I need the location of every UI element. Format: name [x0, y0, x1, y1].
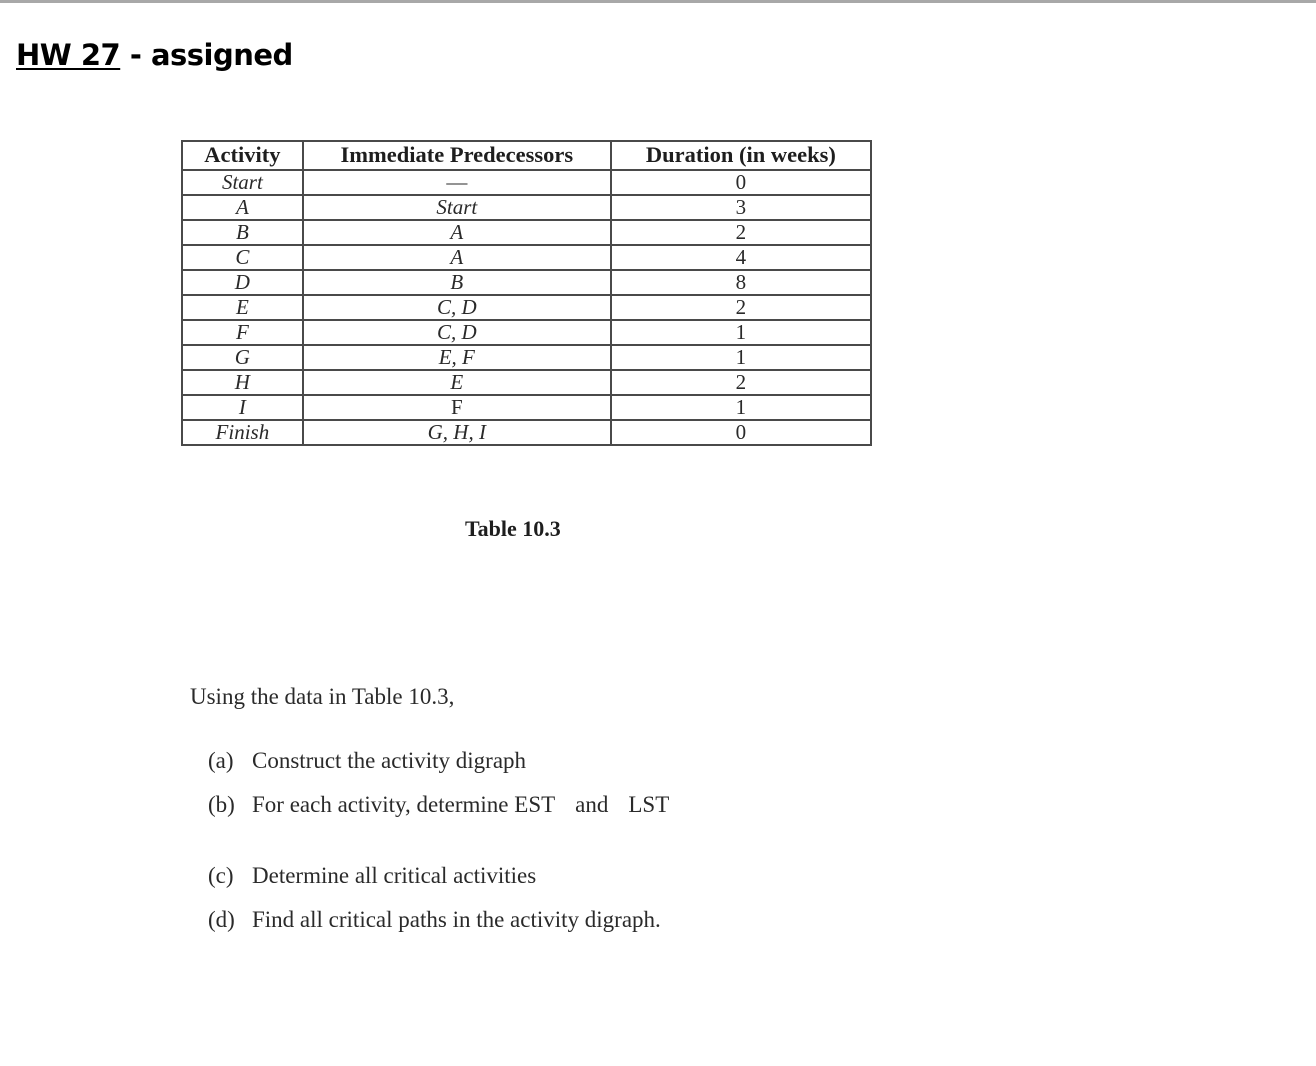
- cell-duration: 0: [611, 170, 871, 195]
- cell-predecessors: G, H, I: [303, 420, 611, 445]
- cell-activity: A: [182, 195, 303, 220]
- question-label: (a): [208, 748, 234, 773]
- table-row: [182, 420, 871, 445]
- cell-predecessors: E: [303, 370, 611, 395]
- question-label: (b): [208, 792, 235, 817]
- hw-status: - assigned: [120, 38, 293, 72]
- cell-predecessors: E, F: [303, 345, 611, 370]
- cell-activity: E: [182, 295, 303, 320]
- cell-predecessors: A: [303, 245, 611, 270]
- page-title: [16, 38, 293, 72]
- question-text: For each activity, determine EST: [252, 792, 556, 817]
- cell-activity: Start: [182, 170, 303, 195]
- cell-predecessors: F: [303, 395, 611, 420]
- cell-duration: 1: [611, 320, 871, 345]
- cell-duration: 3: [611, 195, 871, 220]
- cell-activity: H: [182, 370, 303, 395]
- question-lst: LST: [628, 792, 670, 817]
- cell-duration: 2: [611, 295, 871, 320]
- cell-duration: 2: [611, 370, 871, 395]
- cell-duration: 2: [611, 220, 871, 245]
- table-row: [182, 370, 871, 395]
- question-label: (c): [208, 863, 234, 888]
- cell-duration: 8: [611, 270, 871, 295]
- table-row: [182, 395, 871, 420]
- activity-table: [181, 140, 872, 446]
- question-text: Construct the activity digraph: [252, 748, 527, 773]
- header-predecessors: Immediate Predecessors: [303, 141, 611, 170]
- cell-predecessors: A: [303, 220, 611, 245]
- question-b: [208, 792, 669, 818]
- cell-predecessors: —: [303, 170, 611, 195]
- cell-activity: F: [182, 320, 303, 345]
- table-row: [182, 170, 871, 195]
- question-text: Determine all critical activities: [252, 863, 537, 888]
- header-duration: Duration (in weeks): [611, 141, 871, 170]
- question-d: [208, 907, 661, 933]
- header-activity: Activity: [182, 141, 303, 170]
- question-c: [208, 863, 536, 889]
- table-header-row: [182, 141, 871, 170]
- cell-activity: D: [182, 270, 303, 295]
- cell-predecessors: Start: [303, 195, 611, 220]
- table-row: [182, 245, 871, 270]
- question-label: (d): [208, 907, 235, 932]
- cell-duration: 0: [611, 420, 871, 445]
- cell-activity: G: [182, 345, 303, 370]
- top-border: [0, 0, 1316, 3]
- table-row: [182, 320, 871, 345]
- cell-duration: 4: [611, 245, 871, 270]
- cell-activity: Finish: [182, 420, 303, 445]
- table-row: [182, 345, 871, 370]
- hw-label: HW 27: [16, 38, 121, 72]
- table-row: [182, 220, 871, 245]
- cell-activity: C: [182, 245, 303, 270]
- table-row: [182, 195, 871, 220]
- table-row: [182, 270, 871, 295]
- cell-duration: 1: [611, 395, 871, 420]
- cell-duration: 1: [611, 345, 871, 370]
- cell-predecessors: C, D: [303, 320, 611, 345]
- question-text: Find all critical paths in the activity digraph.: [252, 907, 661, 932]
- cell-predecessors: B: [303, 270, 611, 295]
- problem-intro: Using the data in Table 10.3,: [190, 684, 455, 709]
- cell-activity: I: [182, 395, 303, 420]
- question-a: [208, 748, 526, 774]
- question-and: and: [575, 792, 609, 817]
- table-caption: Table 10.3: [465, 516, 561, 541]
- cell-predecessors: C, D: [303, 295, 611, 320]
- table-row: [182, 295, 871, 320]
- cell-activity: B: [182, 220, 303, 245]
